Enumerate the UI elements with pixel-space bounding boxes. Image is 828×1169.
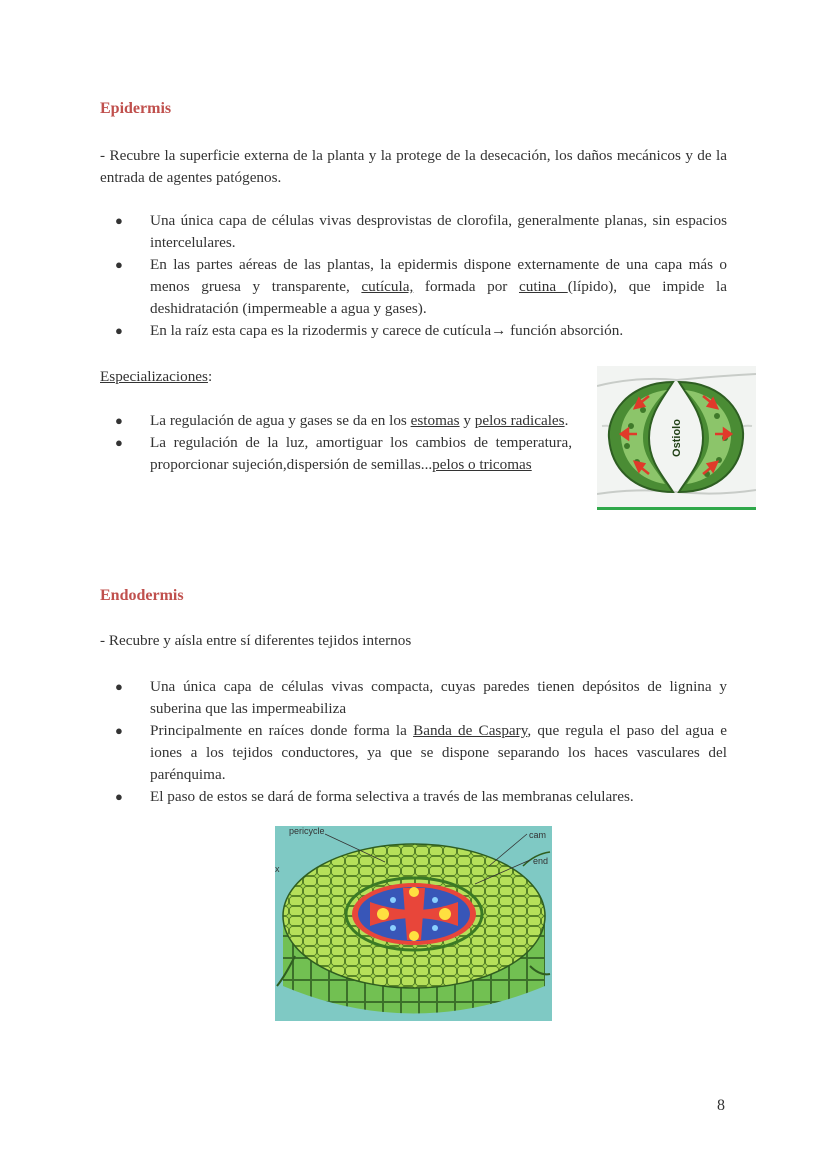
stoma-illustration <box>597 366 756 511</box>
bullet-text: (lípido), que impide la deshidratación (impermeable a agua y gases). <box>150 278 728 317</box>
endodermis-heading: Endodermis <box>100 587 184 604</box>
root-section-figure <box>275 826 552 1021</box>
list-item <box>100 210 727 254</box>
list-item <box>100 432 572 476</box>
bullet-text: , que regula el paso del agua e iones a los tejidos conductores, ya que se dispone separando los haces vasculares del parénquima. <box>150 722 727 783</box>
bullet-icon: ● <box>115 213 123 228</box>
endodermis-bullet-list <box>100 676 727 808</box>
bullet-text: La regulación de agua y gases se da en los <box>150 412 411 429</box>
bullet-text: . <box>564 412 569 429</box>
list-item <box>100 720 727 786</box>
epidermis-bullet-list <box>100 210 727 342</box>
bullet-text: En las partes aéreas de las plantas, la epidermis dispone externamente de una capa más o menos gruesa y transparente, <box>150 256 727 295</box>
cutina-link[interactable]: cutina <box>518 278 568 295</box>
pelos-tricomas-link[interactable]: pelos o tricomas <box>432 456 532 473</box>
especializaciones-heading-text: Especializaciones <box>100 368 208 385</box>
bullet-text: Una única capa de células vivas desprovistas de clorofila, generalmente planas, sin espacios intercelulares. <box>150 212 727 251</box>
bullet-icon: ● <box>115 435 123 450</box>
list-item <box>100 786 727 808</box>
list-item <box>100 320 727 342</box>
bullet-icon: ● <box>115 323 123 338</box>
endodermis-intro: - Recubre y aísla entre sí diferentes tejidos internos <box>100 632 412 649</box>
bullet-text: La regulación de la luz, amortiguar los cambios de temperatura, proporcionar sujeción,dispersión de semillas... <box>150 434 572 473</box>
bullet-text: En la raíz esta capa es la rizodermis y carece de cutícula→ función absorción. <box>150 322 624 339</box>
page-number: 8 <box>717 1097 725 1114</box>
especializaciones-colon: : <box>207 368 213 385</box>
ostiolo-label: Ostiolo <box>671 419 683 457</box>
especializaciones-heading <box>100 366 400 388</box>
list-item <box>100 676 727 720</box>
bullet-text: formada por <box>413 278 519 295</box>
banda-caspary-link[interactable]: Banda de Caspary <box>413 722 528 739</box>
bullet-icon: ● <box>115 413 123 428</box>
bullet-icon: ● <box>115 257 123 272</box>
bullet-text: El paso de estos se dará de forma selectiva a través de las membranas celulares. <box>150 788 634 805</box>
stoma-figure <box>597 366 756 511</box>
list-item <box>100 254 727 320</box>
epidermis-heading: Epidermis <box>100 100 172 117</box>
estomas-link[interactable]: estomas <box>410 412 460 429</box>
bullet-icon: ● <box>115 789 123 804</box>
bullet-text: Una única capa de células vivas compacta, cuyas paredes tienen depósitos de lignina y suberina que las impermeabiliza <box>150 678 727 717</box>
x-label: x <box>275 864 280 874</box>
epidermis-intro: - Recubre la superficie externa de la planta y la protege de la desecación, los daños mecánicos y de la entrada de agentes patógenos. <box>100 147 727 186</box>
root-section-illustration <box>275 826 552 1021</box>
bullet-text: Principalmente en raíces donde forma la <box>150 722 414 739</box>
list-item <box>100 410 572 432</box>
pericycle-label: pericycle <box>289 826 325 836</box>
cambium-label: cam <box>529 830 547 840</box>
bullet-text: y <box>459 412 475 429</box>
especializaciones-bullet-list <box>100 410 572 476</box>
bullet-icon: ● <box>115 679 123 694</box>
endodermis-label: end <box>533 856 549 866</box>
bullet-icon: ● <box>115 723 123 738</box>
cuticula-link[interactable]: cutícula, <box>361 278 414 295</box>
pelos-radicales-link[interactable]: pelos radicales <box>474 412 565 429</box>
